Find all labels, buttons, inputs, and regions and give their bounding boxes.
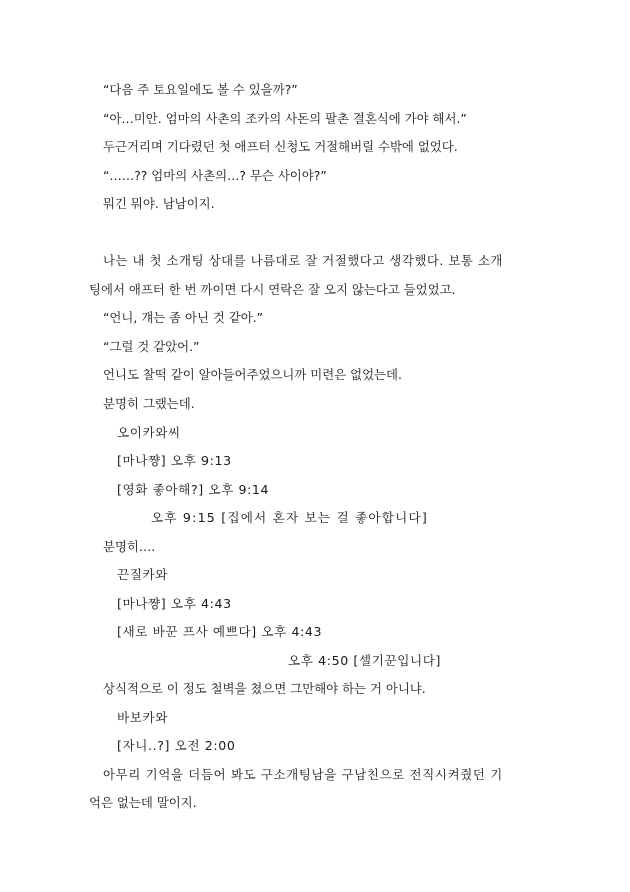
narration-line: 상식적으로 이 정도 철벽을 쳤으면 그만해야 하는 거 아니냐. <box>103 681 426 696</box>
narration-line: 뭐긴 뭐야. 남남이지. <box>103 196 215 211</box>
narration-line: 분명히 그랬는데. <box>103 396 195 411</box>
chat-message: [영화 좋아해?] 오후 9:14 <box>117 482 270 497</box>
chat-message: [마나쨩] 오후 9:13 <box>117 453 232 468</box>
chat-sender-name: 바보카와 <box>117 710 169 725</box>
chat-reply: 오후 9:15 [집에서 혼자 보는 걸 좋아합니다] <box>151 510 429 525</box>
chat-sender-name: 끈질카와 <box>117 567 169 582</box>
dialogue-line: “다음 주 토요일에도 볼 수 있을까?” <box>103 82 298 97</box>
chat-message: [마나쨩] 오후 4:43 <box>117 596 232 611</box>
paragraph-line: 나는 내 첫 소개팅 상대를 나름대로 잘 거절했다고 생각했다. 보통 소개 <box>103 253 503 268</box>
chat-sender-name: 오이카와씨 <box>117 425 181 440</box>
paragraph-line: 아무리 기억을 더듬어 봐도 구소개팅남을 구남친으로 전직시켜줬던 기 <box>103 767 503 782</box>
dialogue-line: “그럴 것 같았어.” <box>103 339 200 354</box>
dialogue-line: “언니, 걔는 좀 아닌 것 같아.” <box>103 310 264 325</box>
narration-line: 언니도 찰떡 같이 알아들어주었으니까 미련은 없었는데. <box>103 367 402 382</box>
chat-message: [새로 바꾼 프사 예쁘다] 오후 4:43 <box>117 624 323 639</box>
dialogue-line: “아…미안. 엄마의 사촌의 조카의 사돈의 팔촌 결혼식에 가야 해서.” <box>103 111 467 126</box>
paragraph-line: 팅에서 애프터 한 번 까이면 다시 연락은 잘 오지 않는다고 들었었고. <box>89 282 456 297</box>
narration-line: 두근거리며 기다렸던 첫 애프터 신청도 거절해버릴 수밖에 없었다. <box>103 139 458 154</box>
chat-message: [자니..?] 오전 2:00 <box>117 738 236 753</box>
chat-reply: 오후 4:50 [셀기꾼입니다] <box>288 653 442 668</box>
paragraph-line: 억은 없는데 말이지. <box>89 795 197 810</box>
narration-line: 분명히…. <box>103 539 156 554</box>
dialogue-line: “……?? 엄마의 사촌의…? 무슨 사이야?” <box>103 168 327 183</box>
